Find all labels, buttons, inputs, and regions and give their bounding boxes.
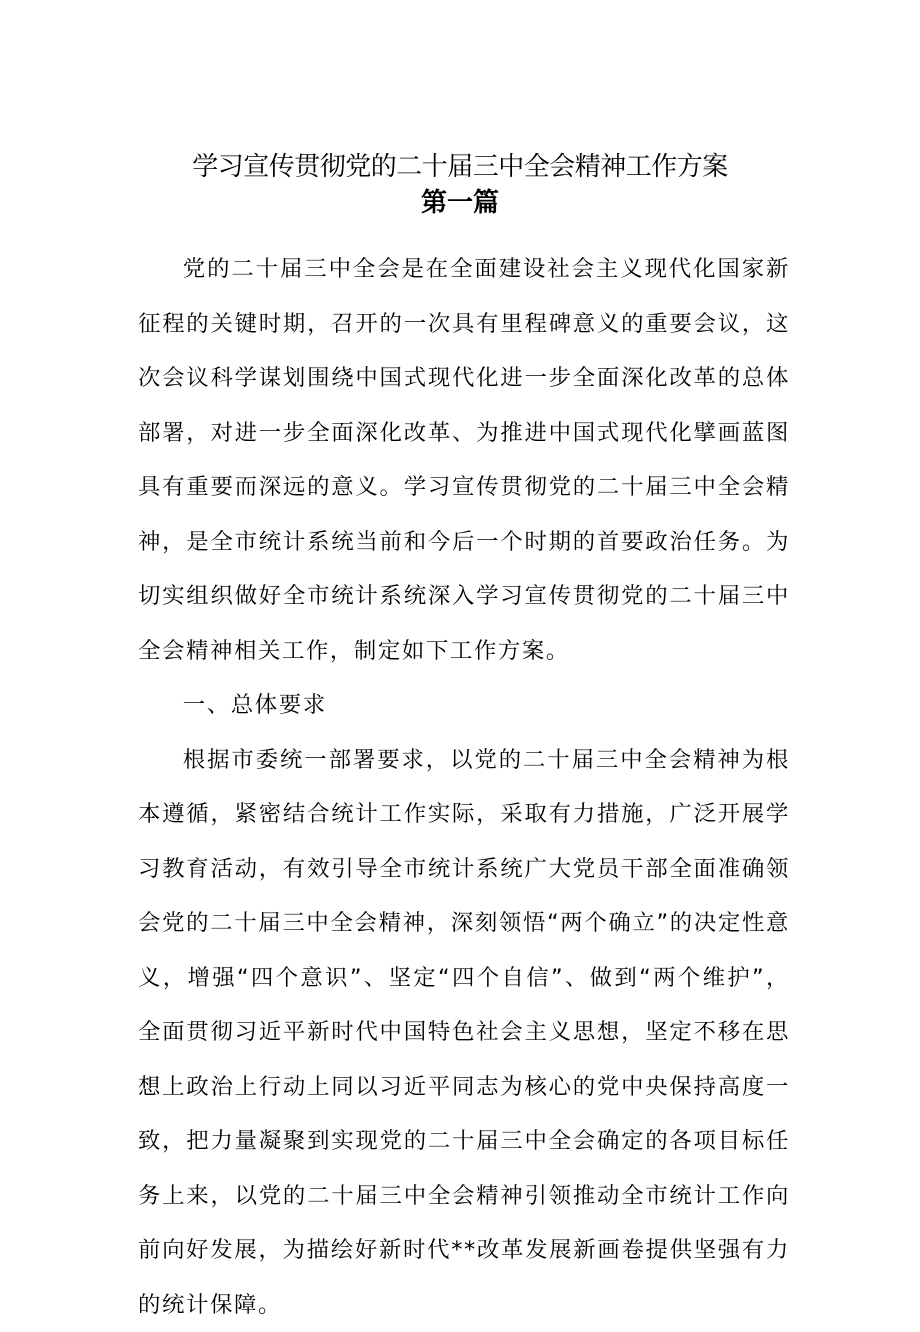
section-heading-overall-requirements: 一、总体要求 xyxy=(138,678,790,733)
paragraph-intro: 党的二十届三中全会是在全面建设社会主义现代化国家新征程的关键时期，召开的一次具有里程碑意义的重要会议，这次会议科学谋划围绕中国式现代化进一步全面深化改革的总体部署，对进一步全面深化改革、为推进中国式现代化擘画蓝图具有重要而深远的意义。学习宣传贯彻党的二十届三中全会精神，是全市统计系统当前和今后一个时期的首要政治任务。为切实组织做好全市统计系统深入学习宣传贯彻党的二十届三中全会精神相关工作，制定如下工作方案。 xyxy=(138,242,790,678)
paragraph-overall-requirements: 根据市委统一部署要求，以党的二十届三中全会精神为根本遵循，紧密结合统计工作实际，采取有力措施，广泛开展学习教育活动，有效引导全市统计系统广大党员干部全面准确领会党的二十届三中全会精神，深刻领悟“两个确立”的决定性意义，增强“四个意识”、坚定“四个自信”、做到“两个维护”，全面贯彻习近平新时代中国特色社会主义思想，坚定不移在思想上政治上行动上同以习近平同志为核心的党中央保持高度一致，把力量凝聚到实现党的二十届三中全会确定的各项目标任务上来，以党的二十届三中全会精神引领推动全市统计工作向前向好发展，为描绘好新时代**改革发展新画卷提供坚强有力的统计保障。 xyxy=(138,733,790,1332)
document-title: 学习宣传贯彻党的二十届三中全会精神工作方案 xyxy=(0,150,920,184)
document-body xyxy=(138,242,790,1332)
document-subtitle: 第一篇 xyxy=(0,186,920,220)
